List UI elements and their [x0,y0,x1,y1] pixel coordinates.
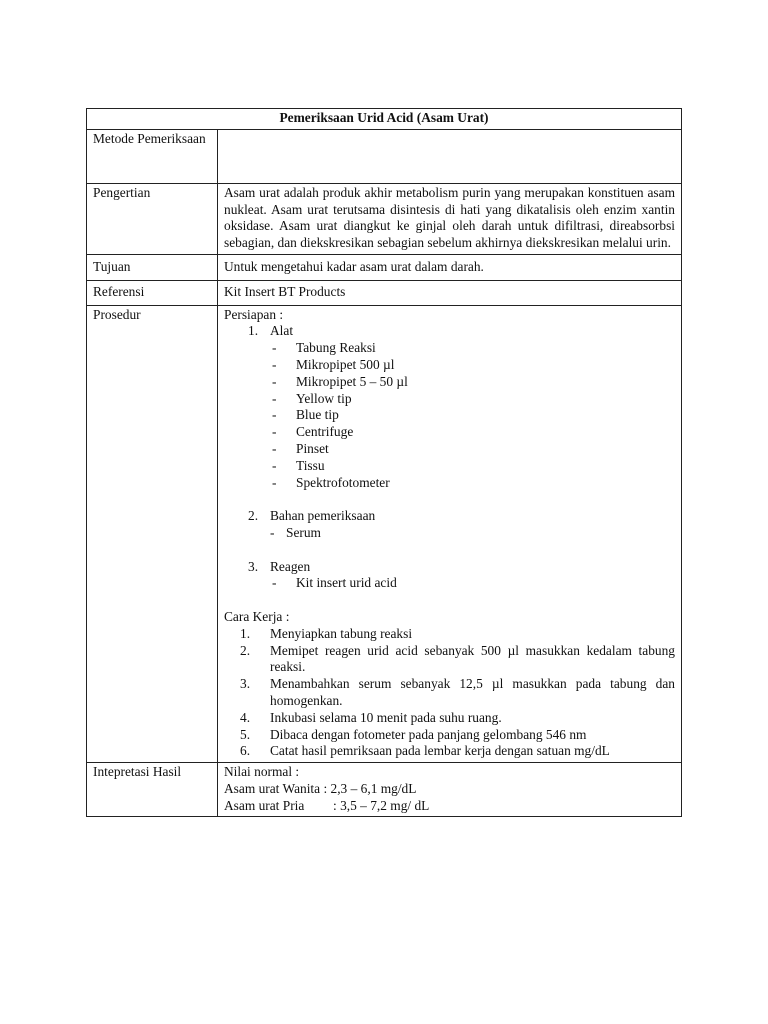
nilai-pria-value: : 3,5 – 7,2 mg/ dL [333,797,430,813]
list-item: - Spektrofotometer [272,474,390,490]
cara-kerja-heading: Cara Kerja : [224,608,290,624]
alat-heading [224,323,675,340]
referensi-row [87,280,682,305]
prosedur-label: Prosedur [87,305,218,763]
list-item: - Centrifuge [272,424,354,440]
list-item: - Blue tip [272,407,339,423]
metode-label: Metode Pemeriksaan [87,129,218,183]
list-item: - Mikropipet 500 µl [272,356,395,372]
examination-table [86,108,682,817]
list-item: - Tabung Reaksi [272,340,376,356]
referensi-label: Referensi [87,280,218,305]
persiapan-heading: Persiapan : [224,306,284,322]
list-item: 1. Menyiapkan tabung reaksi [240,625,413,641]
prosedur-value [218,305,682,763]
nilai-wanita: Asam urat Wanita : 2,3 – 6,1 mg/dL [224,780,417,796]
interpretasi-value [218,763,682,817]
reagen-heading [224,559,675,576]
list-item: - Kit insert urid acid [272,575,397,591]
alat-title: Alat [270,323,294,339]
list-item: 3. Menambahkan serum sebanyak 12,5 µl masukkan pada tabung dan homogenkan. [240,676,675,708]
list-item: - Yellow tip [272,390,352,406]
reagen-title: Reagen [270,558,311,574]
list-item: - Serum [270,524,321,540]
interpretasi-row [87,763,682,817]
pengertian-row [87,183,682,254]
list-item: - Mikropipet 5 – 50 µl [272,373,408,389]
bahan-num: 2. [248,508,259,524]
spacer [224,542,675,559]
interpretasi-label: Intepretasi Hasil [87,763,218,817]
tujuan-label: Tujuan [87,254,218,280]
referensi-value: Kit Insert BT Products [218,280,682,305]
list-item: - Tissu [272,457,325,473]
metode-value [218,129,682,183]
list-item: 2. Memipet reagen urid acid sebanyak 500 µl masukkan kedalam tabung reaksi. [240,642,675,675]
prosedur-row [87,305,682,763]
alat-num: 1. [248,323,259,339]
bahan-heading [224,508,675,525]
metode-row [87,129,682,183]
spacer [224,592,675,609]
pengertian-value: Asam urat adalah produk akhir metabolism purin yang merupakan konstituen asam nukleat. Asam urat terutsama disintesis di hati yang dikatalisis oleh enzim xantin oksidase. Asam urat diangkut ke ginjal oleh darah untuk difiltrasi, direabsorbsi sebagian, dan diekskresikan sebagian sebelum akhirnya diekskresikan melalui urin. [218,183,682,254]
tujuan-row [87,254,682,280]
bahan-title: Bahan pemeriksaan [270,508,376,524]
pengertian-label: Pengertian [87,183,218,254]
tujuan-value: Untuk mengetahui kadar asam urat dalam darah. [218,254,682,280]
nilai-pria-label: Asam urat Pria [224,797,305,813]
table-title: Pemeriksaan Urid Acid (Asam Urat) [87,109,682,130]
title-row [87,109,682,130]
list-item: - Pinset [272,440,329,456]
nilai-pria [224,798,675,815]
nilai-normal-heading: Nilai normal : [224,764,300,780]
reagen-num: 3. [248,558,259,574]
list-item: 5. Dibaca dengan fotometer pada panjang gelombang 546 nm [240,726,587,742]
list-item: 6. Catat hasil pemriksaan pada lembar kerja dengan satuan mg/dL [240,743,610,759]
spacer [224,491,675,508]
list-item: 4. Inkubasi selama 10 menit pada suhu ruang. [240,709,502,725]
